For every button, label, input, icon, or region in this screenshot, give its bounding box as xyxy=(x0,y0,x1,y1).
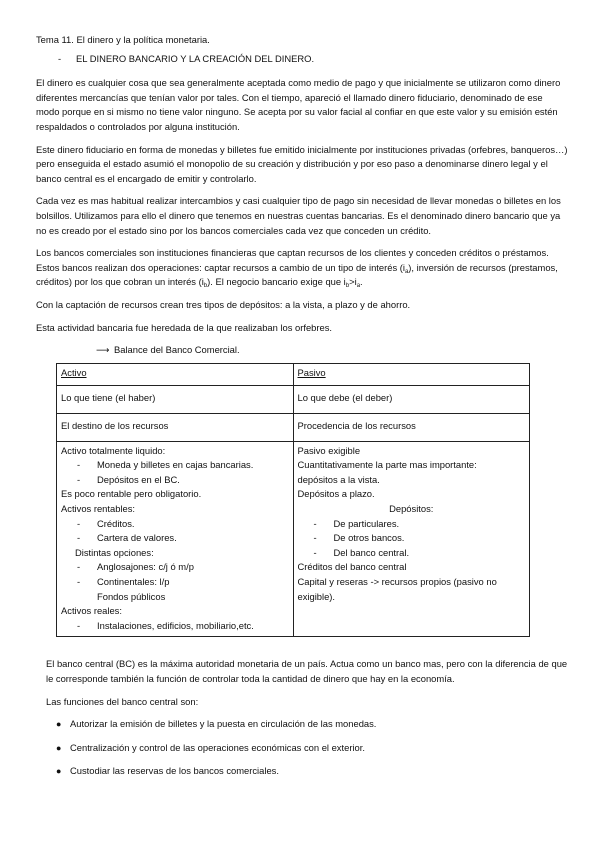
balance-heading-text: Balance del Banco Comercial. xyxy=(114,344,240,356)
dash-marker: - xyxy=(58,52,62,64)
cell-activo-detalle: Activo totalmente liquido: - Moneda y billetes en cajas bancarias. - Depósitos en el BC. Es poco rentable pero obligatorio. Activos rentables: - Créditos. - Cartera de valores. Distintas opciones: - Anglosajones: c/j ó m/p - Continentales: l/p Fondos públicos Activos reales: - Instalaciones, edificios, mobiliario,etc. xyxy=(57,441,294,637)
paragraph-dinero: El dinero es cualquier cosa que sea generalmente aceptada como medio de pago y que inicialmente se utilizaron como dinero diferentes mercancías que tenían valor por tales. Con el tiempo, apareció el llamado dinero fiduciario, denominado de ese modo porque en si mismo no tiene valor ninguno. Se acepta por su valor facial al confiar en que este valor y su emisión estén respaldados o controlados por alguna institución. xyxy=(36,77,561,132)
paragraph-bancario: Cada vez es mas habitual realizar intercambios y casi cualquier tipo de pago sin necesidad de llevar monedas o billetes en los bolsillos. Utilizamos para ello el dinero que tenemos en nuestras cuentas bancarias. Es el denominado dinero bancario que ya no es creado por el estado sino por los bancos comerciales cada vez que conceden un crédito. xyxy=(36,195,561,236)
paragraph-depositos: Con la captación de recursos crean tres tipos de depósitos: a la vista, a plazo y de ahorro. xyxy=(36,298,411,310)
functions-list xyxy=(36,717,568,779)
paragraph-bancos-comerciales: Los bancos comerciales son instituciones financieras que captan recursos de los clientes y conceden créditos o préstamos. Estos bancos realizan dos operaciones: captar recursos a cambio de un tipo de interés $(i_a)$, inversión de recursos (prestamos, créditos) por los que cobran un interés $(i_b)$. El negocio bancario exige que $i_b>i_a$. xyxy=(36,247,558,290)
list-item: - Depósitos en el BC. xyxy=(77,473,180,485)
table-row xyxy=(57,441,530,637)
list-item: ● Custodiar las reservas de los bancos comerciales. xyxy=(46,764,568,779)
arrow-right-icon: ⟶ xyxy=(96,344,110,356)
list-item: - De otros bancos. xyxy=(313,532,405,544)
list-item: - Cartera de valores. xyxy=(77,532,177,544)
table-row xyxy=(57,413,530,441)
list-item: - De particulares. xyxy=(313,517,400,529)
header-pasivo: Pasivo xyxy=(293,363,530,385)
list-item: ● Centralización y control de las operaciones económicas con el exterior. xyxy=(46,741,568,756)
bullet-icon: ● xyxy=(56,719,62,730)
list-item: - Créditos. xyxy=(77,517,135,529)
table-header-row xyxy=(57,363,530,385)
section-heading-text: EL DINERO BANCARIO Y LA CREACIÓN DEL DINERO. xyxy=(76,52,315,64)
cell-pasivo-detalle: Pasivo exigible Cuantitativamente la parte mas importante: depósitos a la vista. Depósitos a plazo. Depósitos: - De particulares. - De otros bancos. - Del banco central. Créditos del banco central Capital y reseras -> recursos propios (pasivo no exigible). xyxy=(293,441,530,637)
balance-table xyxy=(56,363,530,638)
document-page xyxy=(36,33,568,788)
cell-destino: El destino de los recursos xyxy=(57,413,294,441)
cell-deber: Lo que debe (el deber) xyxy=(293,385,530,413)
document-title: Tema 11. El dinero y la política monetaria. xyxy=(36,34,210,45)
table-row xyxy=(57,385,530,413)
list-item: ● Autorizar la emisión de billetes y la puesta en circulación de las monedas. xyxy=(46,717,568,732)
list-item: - Anglosajones: c/j ó m/p xyxy=(77,561,194,573)
cell-haber: Lo que tiene (el haber) xyxy=(57,385,294,413)
paragraph-orfebres: Esta actividad bancaria fue heredada de la que realizaban los orfebres. xyxy=(36,321,333,333)
balance-heading xyxy=(36,343,568,358)
header-activo: Activo xyxy=(57,363,294,385)
list-item: - Instalaciones, edificios, mobiliario,etc. xyxy=(77,619,254,631)
cell-procedencia: Procedencia de los recursos xyxy=(293,413,530,441)
paragraph-banco-central: El banco central (BC) es la máxima autoridad monetaria de un país. Actua como un banco mas, pero con la diferencia de que le corresponde también la función de controlar toda la cantidad de dinero que hay en la economía. xyxy=(46,658,568,684)
list-item: - Continentales: l/p xyxy=(77,576,170,588)
bullet-icon: ● xyxy=(56,742,62,753)
paragraph-fiduciario: Este dinero fiduciario en forma de monedas y billetes fue emitido inicialmente por instituciones privadas (orfebres, banqueros…) pero enseguida el estado asumió el monopolio de su creación y distribución y por eso paso a denominarse dinero legal y el banco central es el encargado de emitir y controlarlo. xyxy=(36,143,568,184)
section-heading xyxy=(36,52,568,67)
paragraph-funciones: Las funciones del banco central son: xyxy=(46,695,199,707)
bullet-icon: ● xyxy=(56,766,62,777)
list-item: - Moneda y billetes en cajas bancarias. xyxy=(77,459,254,471)
list-item: - Del banco central. xyxy=(313,546,410,558)
